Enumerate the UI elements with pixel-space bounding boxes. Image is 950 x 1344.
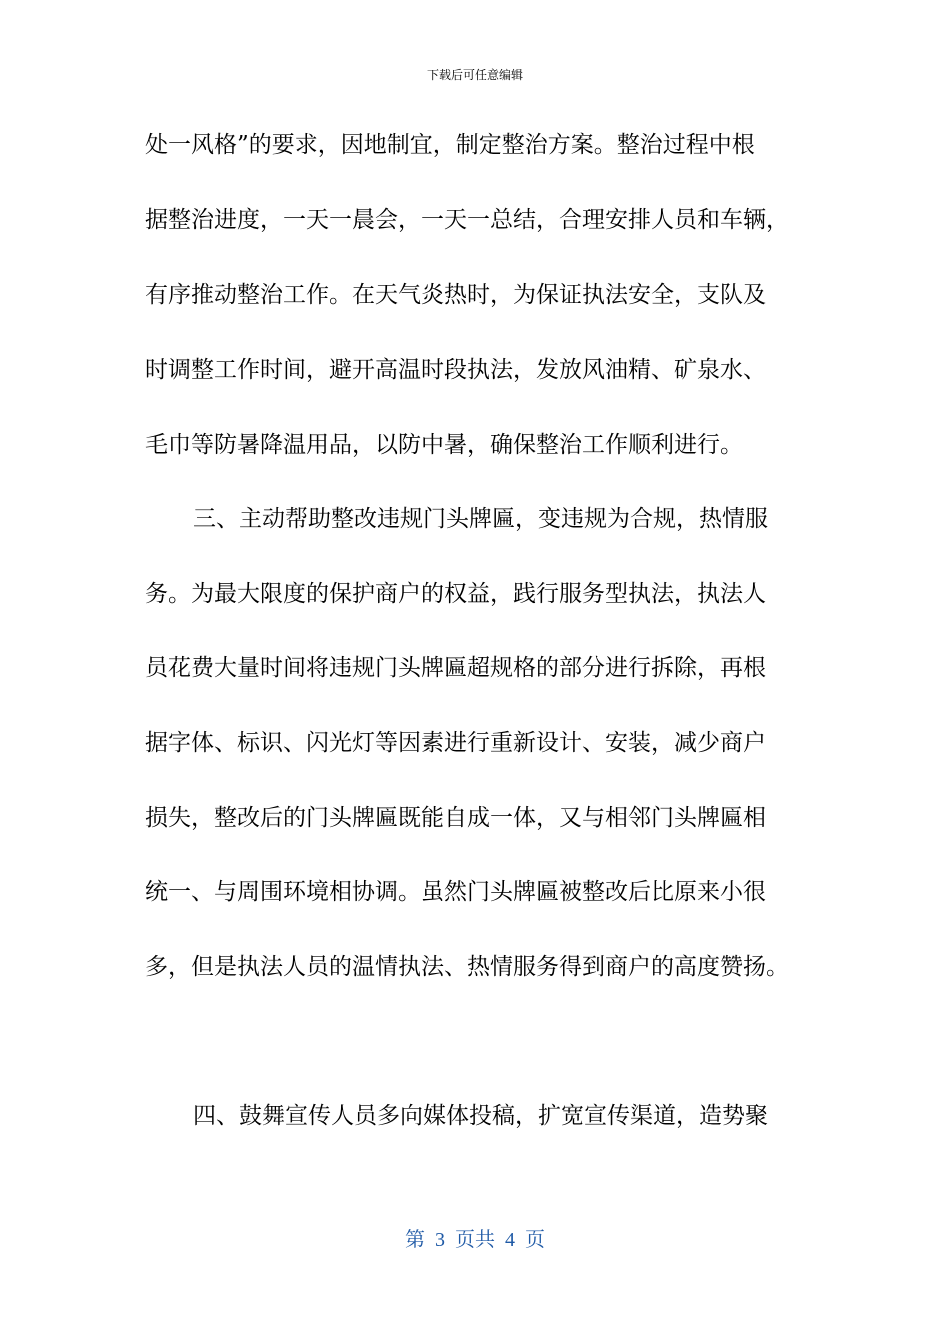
section-heading-line: 三、主动帮助整改违规门头牌匾，变违规为合规，热情服 (193, 506, 768, 532)
section-heading-line: 四、鼓舞宣传人员多向媒体投稿，扩宽宣传渠道，造势聚 (193, 1103, 768, 1129)
page-header: 下载后可任意编辑 (426, 68, 523, 82)
body-line: 损失，整改后的门头牌匾既能自成一体，又与相邻门头牌匾相 (145, 805, 766, 831)
body-line: 处一风格”的要求，因地制宜，制定整治方案。整治过程中根 (145, 132, 755, 158)
body-line: 据整治进度，一天一晨会，一天一总结，合理安排人员和车辆， (145, 207, 789, 233)
body-line: 统一、与周围环境相协调。虽然门头牌匾被整改后比原来小很 (145, 879, 766, 905)
body-line: 有序推动整治工作。在天气炎热时，为保证执法安全，支队及 (145, 282, 766, 308)
body-line: 员花费大量时间将违规门头牌匾超规格的部分进行拆除，再根 (145, 655, 766, 681)
body-line: 毛巾等防暑降温用品，以防中暑，确保整治工作顺利进行。 (145, 432, 743, 458)
body-line: 据字体、标识、闪光灯等因素进行重新设计、安装，减少商户 (145, 730, 766, 756)
page-number-footer: 第 3 页共 4 页 (405, 1229, 545, 1251)
body-line: 时调整工作时间，避开高温时段执法，发放风油精、矿泉水、 (145, 357, 766, 383)
body-line: 务。为最大限度的保护商户的权益，践行服务型执法，执法人 (145, 581, 766, 607)
body-line: 多，但是执法人员的温情执法、热情服务得到商户的高度赞扬。 (145, 954, 789, 980)
